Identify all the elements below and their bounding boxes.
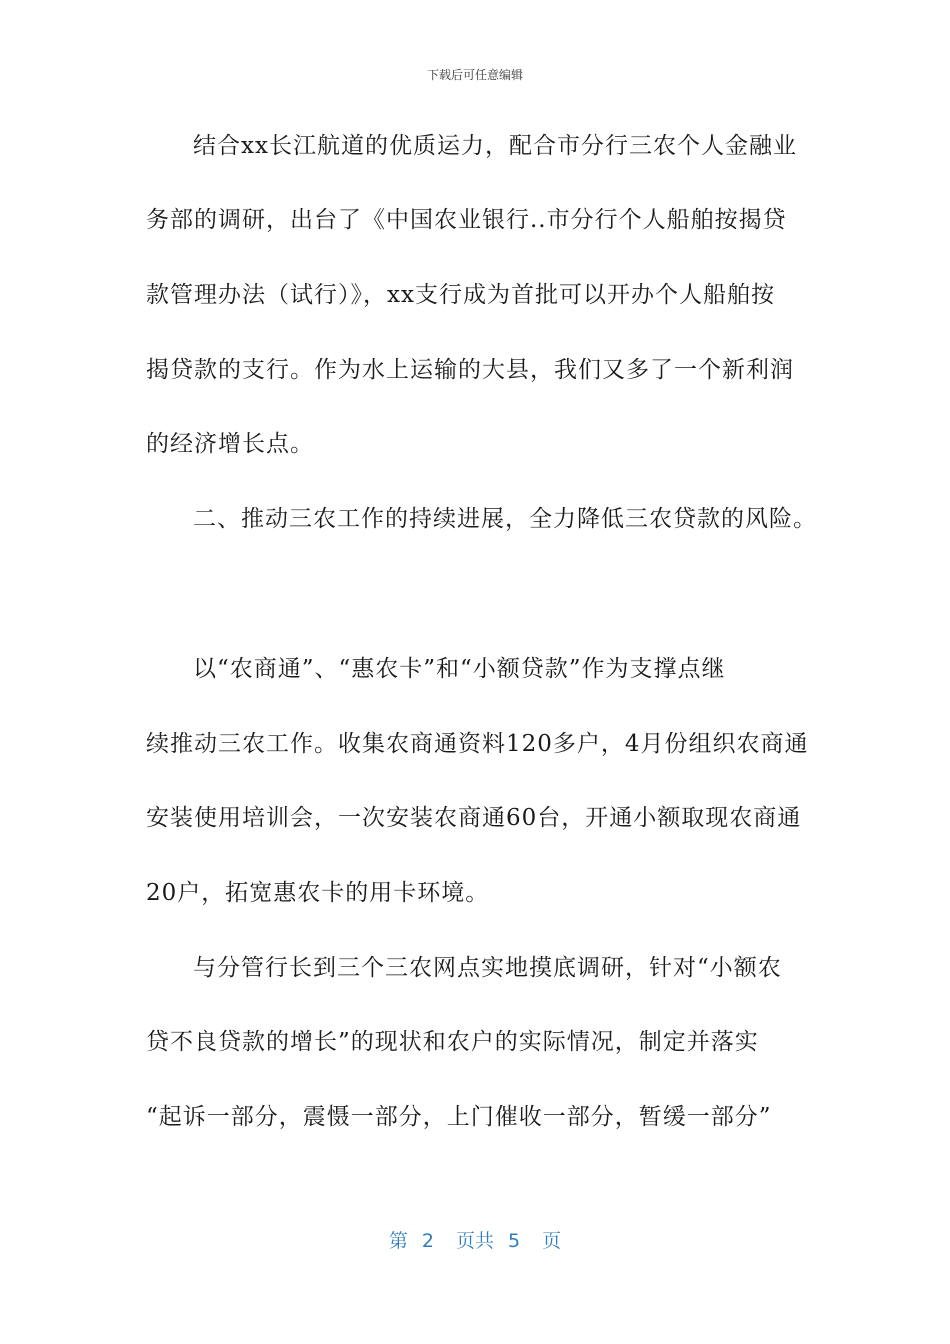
body-line: 务部的调研，出台了《中国农业银行..市分行个人船舶按揭贷 (146, 207, 787, 233)
body-line: “起诉一部分，震慑一部分，上门催收一部分，暂缓一部分” (146, 1104, 772, 1130)
body-line: 结合xx长江航道的优质运力，配合市分行三农个人金融业 (193, 133, 797, 159)
body-line: 与分管行长到三个三农网点实地摸底调研，针对“小额农 (193, 955, 782, 981)
body-line: 贷不良贷款的增长”的现状和农户的实际情况，制定并落实 (146, 1029, 759, 1055)
page-header: 下载后可任意编辑 (426, 68, 523, 82)
body-line: 款管理办法（试行）》，xx支行成为首批可以开办个人船舶按 (146, 282, 775, 308)
page-mid: 页共 (455, 1230, 494, 1252)
body-line: 的经济增长点。 (146, 431, 314, 457)
page-prefix: 第 (388, 1230, 408, 1252)
body-line: 20户，拓宽惠农卡的用卡环境。 (146, 880, 490, 906)
body-line: 揭贷款的支行。作为水上运输的大县，我们又多了一个新利润 (146, 357, 794, 383)
current-page: 2 (421, 1230, 434, 1252)
body-line: 续推动三农工作。收集农商通资料120多户，4月份组织农商通 (146, 731, 809, 757)
body-line: 以“农商通”、“惠农卡”和“小额贷款”作为支撑点继 (193, 656, 726, 682)
section-heading: 二、推动三农工作的持续进展，全力降低三农贷款的风险。 (193, 506, 817, 532)
body-line: 安装使用培训会，一次安装农商通60台，开通小额取现农商通 (146, 805, 802, 831)
page-number (0, 1226, 950, 1253)
total-pages: 5 (508, 1230, 521, 1252)
page-suffix: 页 (542, 1230, 562, 1252)
